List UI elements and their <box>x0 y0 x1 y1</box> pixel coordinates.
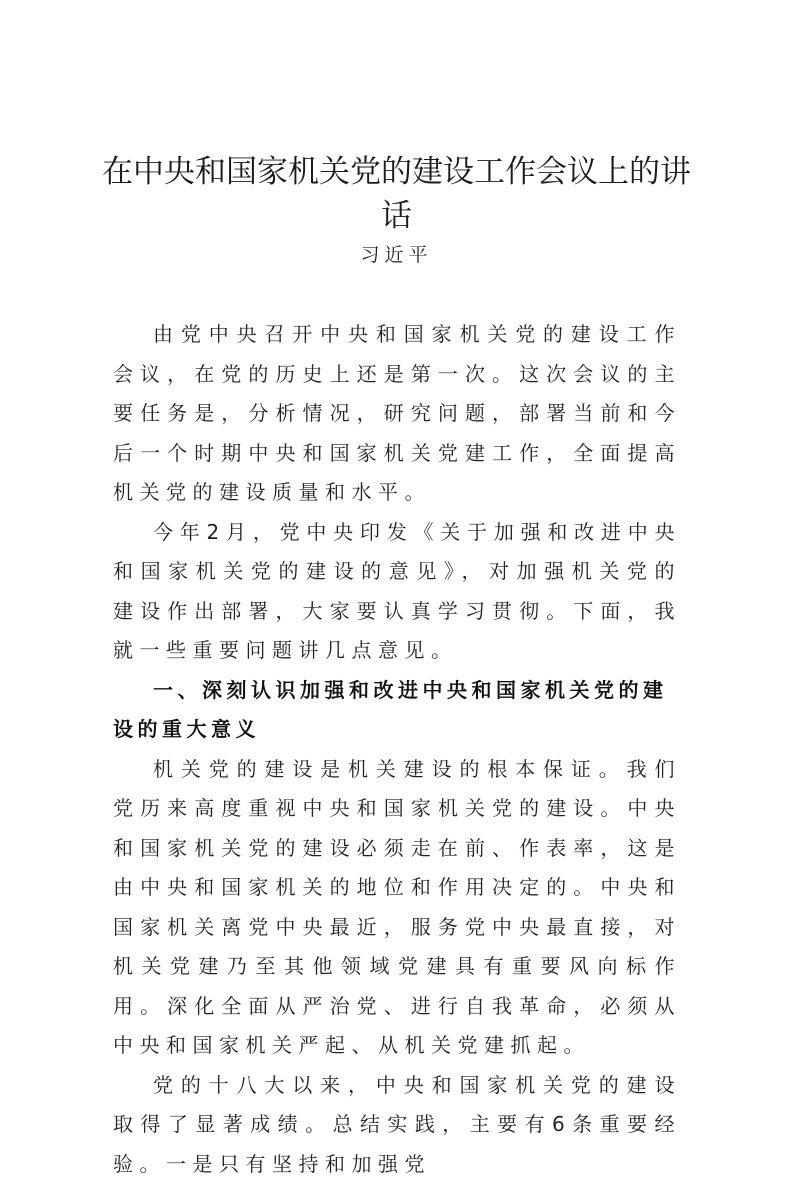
document-title: 在中央和国家机关党的建设工作会议上的讲话 <box>100 150 693 238</box>
paragraph-1: 由党中央召开中央和国家机关党的建设工作会议，在党的历史上还是第一次。这次会议的主要任务是，分析情况，研究问题，部署当前和今后一个时期中央和国家机关党建工作，全面提高机关党的建设质量和水平。 <box>113 315 681 513</box>
section-heading-1: 一、深刻认识加强和改进中央和国家机关党的建设的重大意义 <box>113 671 681 750</box>
paragraph-2: 今年2月，党中央印发《关于加强和改进中央和国家机关党的建设的意见》，对加强机关党的建设作出部署，大家要认真学习贯彻。下面，我就一些重要问题讲几点意见。 <box>113 513 681 671</box>
document-body <box>113 315 681 1184</box>
paragraph-4: 党的十八大以来，中央和国家机关党的建设取得了显著成绩。总结实践，主要有6条重要经验。一是只有坚持和加强党 <box>113 1066 681 1184</box>
paragraph-3: 机关党的建设是机关建设的根本保证。我们党历来高度重视中央和国家机关党的建设。中央和国家机关党的建设必须走在前、作表率，这是由中央和国家机关的地位和作用决定的。中央和国家机关离党中央最近，服务党中央最直接，对机关党建乃至其他领域党建具有重要风向标作用。深化全面从严治党、进行自我革命，必须从中央和国家机关严起、从机关党建抓起。 <box>113 750 681 1066</box>
document-author: 习近平 <box>100 240 693 270</box>
